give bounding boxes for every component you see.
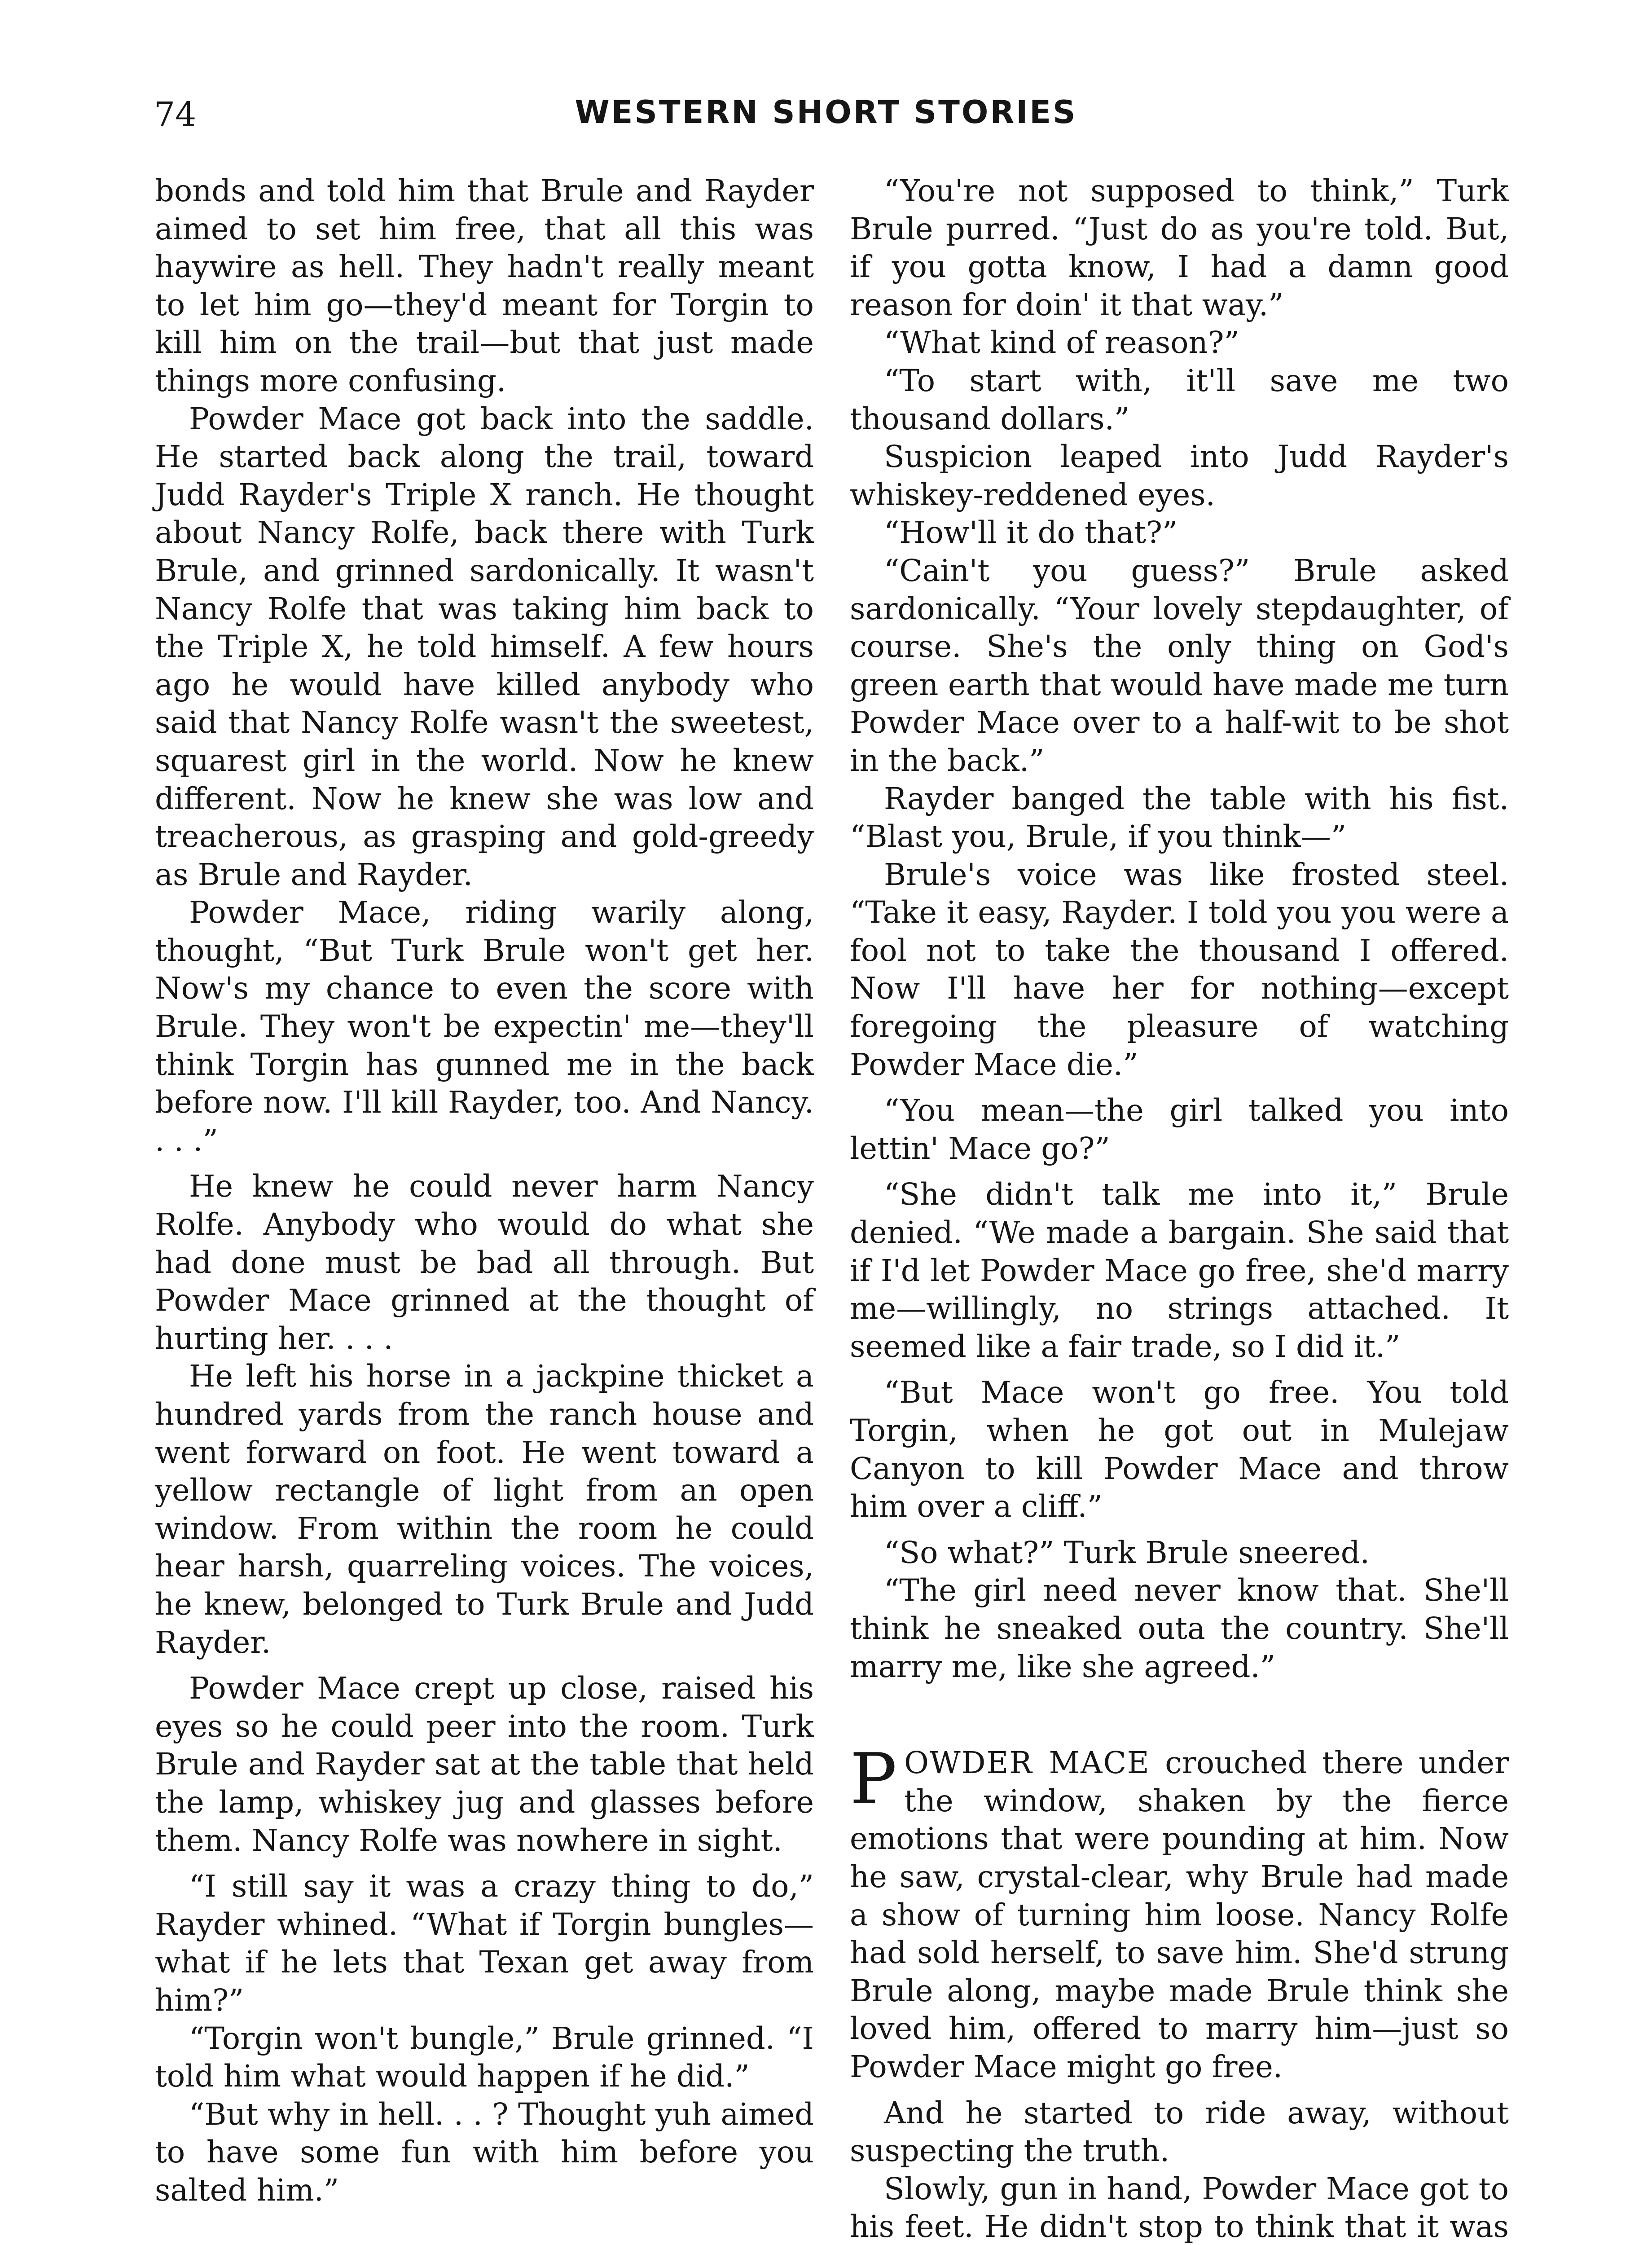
paragraph: “To start with, it'll save me two thousand dollars.” xyxy=(850,363,1509,436)
page-number: 74 xyxy=(154,95,197,134)
paragraph: “Torgin won't bungle,” Brule grinned. “I told him what would happen if he did.” xyxy=(155,2020,814,2094)
paragraph: “You're not supposed to think,” Turk Brule purred. “Just do as you're told. But, if you gotta know, I had a damn good reason for doin' it that way.” xyxy=(850,173,1509,322)
paragraph: “But Mace won't go free. You told Torgin, when he got out in Mulejaw Canyon to kill Powder Mace and throw him over a cliff.” xyxy=(850,1375,1509,1524)
paragraph: bonds and told him that Brule and Rayder aimed to set him free, that all this was haywire as hell. They hadn't really meant to let him go—they'd meant for Torgin to kill him on the trail—but that just made things more confusing. xyxy=(155,173,814,398)
paragraph: “The girl need never know that. She'll think he sneaked outa the country. She'll marry me, like she agreed.” xyxy=(850,1573,1509,1684)
paragraph: “How'll it do that?” xyxy=(884,515,1178,550)
left-column xyxy=(155,172,814,2209)
paragraph: “She didn't talk me into it,” Brule denied. “We made a bargain. She said that if I'd let Powder Mace go free, she'd marry me—willingly, no strings attached. It seemed like a fair trade, so I did it.” xyxy=(850,1177,1509,1364)
paragraph: Powder Mace got back into the saddle. He started back along the trail, toward Judd Rayder's Triple X ranch. He thought about Nancy Rolfe, back there with Turk Brule, and grinned sardonically. It wasn't Nancy Rolfe that was taking him back to the Triple X, he told himself. A few hours ago he would have killed anybody who said that Nancy Rolfe wasn't the sweetest, squarest girl in the world. Now he knew different. Now he knew she was low and treacherous, as grasping and gold-greedy as Brule and Rayder. xyxy=(155,401,814,892)
paragraph: “Cain't you guess?” Brule asked sardonically. “Your lovely stepdaughter, of course. She's the only thing on God's green earth that would have made me turn Powder Mace over to a half-wit to be shot in the back.” xyxy=(850,553,1509,778)
paragraph: Powder Mace crept up close, raised his eyes so he could peer into the room. Turk Brule and Rayder sat at the table that held the lamp, whiskey jug and glasses before them. Nancy Rolfe was nowhere in sight. xyxy=(155,1671,814,1858)
paragraph: Rayder banged the table with his fist. “Blast you, Brule, if you think—” xyxy=(850,781,1509,854)
paragraph: “So what?” Turk Brule sneered. xyxy=(884,1535,1370,1570)
paragraph: He left his horse in a jackpine thicket a hundred yards from the ranch house and went forward on foot. He went toward a yellow rectangle of light from an open window. From within the room he could hear harsh, quarreling voices. The voices, he knew, belonged to Turk Brule and Judd Rayder. xyxy=(155,1359,814,1660)
running-title: WESTERN SHORT STORIES xyxy=(575,94,1077,131)
paragraph: Slowly, gun in hand, Powder Mace got to his feet. He didn't stop to think that it was xyxy=(850,2171,1509,2245)
paragraph-text: crouched there under the window, shaken by the fierce emotions that were pounding at him. Now he saw, crystal-clear, why Brule had made a show of turning him loose. Nancy Rolfe had sold herself, to save him. She'd strung Brule along, maybe made Brule think she loved him, offered to marry him—just so Powder Mace might go free. xyxy=(850,1745,1509,2084)
right-column xyxy=(850,172,1509,2245)
paragraph: And he started to ride away, without suspecting the truth. xyxy=(850,2095,1509,2169)
paragraph: “I still say it was a crazy thing to do,” Rayder whined. “What if Torgin bungles—what if he lets that Texan get away from him?” xyxy=(155,1869,814,2018)
drop-cap: P xyxy=(850,1738,897,1820)
small-caps-lead: OWDER MACE xyxy=(904,1745,1150,1781)
paragraph: He knew he could never harm Nancy Rolfe. Anybody who would do what she had done must be bad all through. But Powder Mace grinned at the thought of hurting her. . . . xyxy=(155,1169,814,1356)
paragraph: Powder Mace, riding warily along, thought, “But Turk Brule won't get her. Now's my chance to even the score with Brule. They won't be expectin' me—they'll think Torgin has gunned me in the back before now. I'll kill Rayder, too. And Nancy. . . .” xyxy=(155,895,814,1158)
paragraph: “What kind of reason?” xyxy=(884,325,1239,361)
paragraph: Brule's voice was like frosted steel. “Take it easy, Rayder. I told you you were a fool not to take the thousand I offered. Now I'll have her for nothing—except foregoing the pleasure of watching Powder Mace die.” xyxy=(850,857,1509,1082)
section-opening-paragraph xyxy=(850,1738,1509,2086)
paragraph: “But why in hell. . . ? Thought yuh aimed to have some fun with him before you salted him.” xyxy=(155,2096,814,2208)
paragraph: Suspicion leaped into Judd Rayder's whiskey-reddened eyes. xyxy=(850,439,1509,512)
paragraph: “You mean—the girl talked you into lettin' Mace go?” xyxy=(850,1093,1509,1166)
